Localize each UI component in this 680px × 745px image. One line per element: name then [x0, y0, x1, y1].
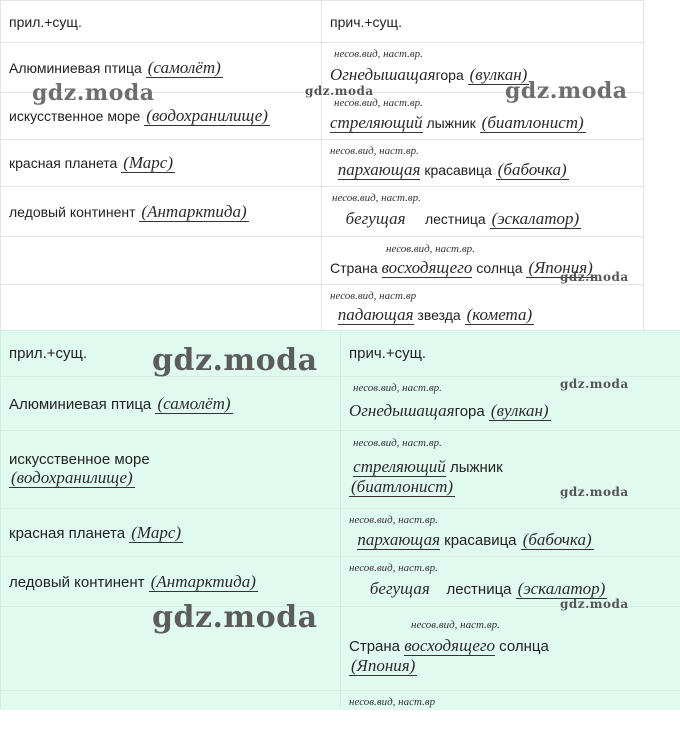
- grammar-note: несов.вид, наст.вр.: [353, 382, 442, 394]
- answer: (Япония): [528, 257, 593, 277]
- watermark-text: gdz.moda: [32, 80, 155, 106]
- participle: пархающая: [337, 160, 421, 179]
- noun: солнца: [476, 259, 523, 276]
- watermark-text: gdz.moda: [152, 600, 318, 635]
- watermark-text: gdz.moda: [560, 270, 629, 284]
- watermark-text: gdz.moda: [305, 84, 374, 98]
- right-cell: [341, 557, 680, 607]
- phrase-text: Алюминиевая птица: [9, 59, 142, 76]
- answer: (Марс): [131, 522, 182, 542]
- watermark-text: gdz.moda: [560, 485, 629, 499]
- page-bottom-cutoff: [0, 710, 680, 745]
- participle: бегущая: [369, 578, 430, 598]
- left-cell: [1, 557, 341, 607]
- phrase-text: искусственное море: [9, 451, 150, 468]
- answer: (бабочка): [497, 160, 567, 179]
- right-cell: [341, 509, 680, 557]
- header-cell-adj-noun: [1, 1, 322, 43]
- phrase-text: искусственное море: [9, 108, 141, 124]
- grammar-note: несов.вид, наст.вр: [349, 696, 436, 708]
- header-cell-part-noun: [322, 1, 644, 43]
- participle: падающая: [337, 304, 414, 324]
- header-part-noun: прич.+сущ.: [349, 345, 427, 362]
- answer: (биатлонист): [481, 113, 584, 132]
- header-adj-noun: прил.+сущ.: [9, 13, 82, 30]
- left-cell: [1, 140, 322, 187]
- header-adj-noun: прил.+сущ.: [9, 345, 88, 362]
- grammar-note: несов.вид, наст.вр.: [411, 619, 500, 631]
- answer-table-1: [0, 0, 644, 331]
- grammar-note: несов.вид, наст.вр.: [349, 562, 438, 574]
- answer: (самолёт): [147, 57, 221, 77]
- right-cell: [322, 285, 644, 331]
- watermark-text: gdz.moda: [505, 78, 628, 104]
- answer: (бабочка): [522, 529, 592, 549]
- noun: солнца: [499, 637, 549, 655]
- noun: лыжник: [426, 115, 476, 131]
- participle: бегущая: [345, 208, 406, 228]
- answer: (комета): [466, 304, 533, 324]
- phrase-text: ледовый континент: [9, 203, 136, 220]
- answer: (самолёт): [157, 393, 231, 413]
- answer: (Япония): [351, 655, 416, 675]
- answer: (эскалатор): [517, 578, 606, 598]
- header-part-noun: прич.+сущ.: [330, 13, 402, 30]
- answer: (вулкан): [469, 64, 528, 84]
- phrase-text: красная планета: [9, 155, 118, 171]
- answer: (водохранилище): [146, 106, 268, 125]
- left-cell: [1, 509, 341, 557]
- right-cell: [322, 140, 644, 187]
- answer: (биатлонист): [351, 476, 454, 496]
- answer: (Марс): [123, 153, 174, 172]
- grammar-note: несов.вид, наст.вр.: [330, 145, 419, 157]
- noun: Страна: [330, 259, 378, 276]
- answer: (Антарктида): [150, 571, 256, 591]
- grammar-note: несов.вид, наст.вр.: [334, 97, 423, 109]
- participle: Огнедышащая: [349, 400, 455, 420]
- answer: (Антарктида): [141, 201, 247, 221]
- header-cell-part-noun: [341, 331, 680, 377]
- participle: стреляющий: [353, 456, 446, 476]
- phrase-text: Алюминиевая птица: [9, 395, 152, 413]
- left-cell-empty: [1, 237, 322, 285]
- noun: гора: [454, 402, 485, 420]
- watermark-text: gdz.moda: [152, 343, 318, 378]
- noun: Страна: [349, 637, 401, 655]
- answer: (водохранилище): [11, 468, 133, 487]
- grammar-note: несов.вид, наст.вр.: [332, 192, 421, 204]
- left-cell: [1, 377, 341, 431]
- answer: (эскалатор): [491, 208, 580, 228]
- participle: Огнедышащая: [330, 64, 436, 84]
- noun: лестница: [424, 210, 486, 227]
- noun: лыжник: [449, 458, 503, 476]
- grammar-note: несов.вид, наст.вр.: [334, 48, 423, 60]
- watermark-text: gdz.moda: [560, 597, 629, 611]
- right-cell: [341, 377, 680, 431]
- participle: восходящего: [381, 257, 473, 277]
- right-cell: [341, 607, 680, 691]
- grammar-note: несов.вид, наст.вр: [330, 290, 417, 302]
- right-cell: [322, 187, 644, 237]
- noun: красавица: [444, 531, 517, 549]
- answer: (вулкан): [490, 400, 549, 420]
- participle: стреляющий: [330, 113, 423, 132]
- noun: звезда: [417, 306, 461, 323]
- phrase-text: ледовый континент: [9, 573, 145, 591]
- noun: гора: [435, 66, 464, 83]
- participle: пархающая: [357, 529, 440, 549]
- watermark-text: gdz.moda: [560, 377, 629, 391]
- noun: лестница: [446, 580, 512, 598]
- right-cell: [341, 431, 680, 509]
- left-cell: [1, 187, 322, 237]
- noun: красавица: [424, 162, 492, 178]
- phrase-text: красная планета: [9, 524, 126, 542]
- left-cell: [1, 431, 341, 509]
- grammar-note: несов.вид, наст.вр.: [353, 437, 442, 449]
- grammar-note: несов.вид, наст.вр.: [386, 243, 475, 255]
- participle: восходящего: [404, 635, 495, 655]
- left-cell-empty: [1, 285, 322, 331]
- grammar-note: несов.вид, наст.вр.: [349, 514, 438, 526]
